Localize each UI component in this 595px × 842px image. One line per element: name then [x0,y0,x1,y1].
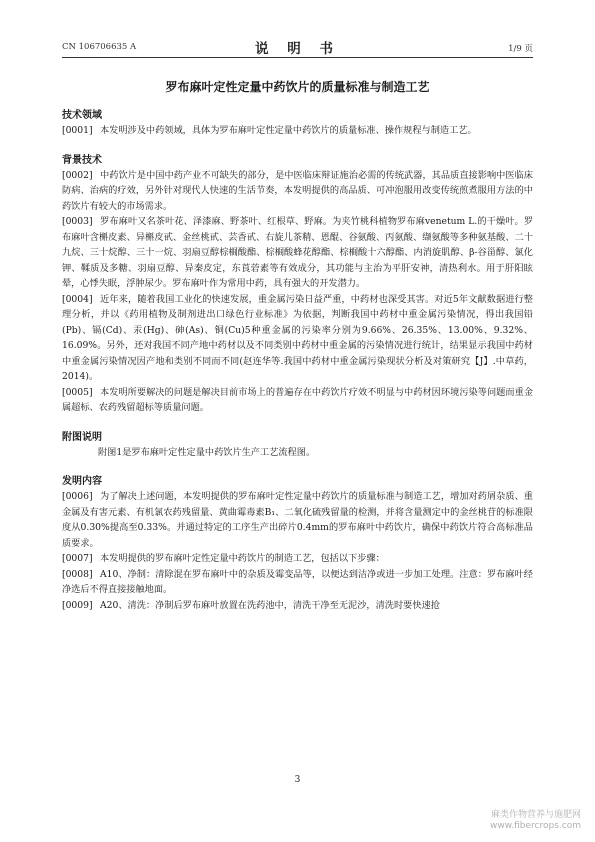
paragraph [62,567,533,598]
paragraph-text: 罗布麻叶又名茶叶花、泽漆麻、野茶叶、红根草、野麻。为夹竹桃科植物罗布麻venetum L.的干燥叶。罗布麻叶含槲皮素、异槲皮甙、金丝桃甙、芸香甙、右旋儿茶精、恩醌、谷氨酸、丙氨酸、缬氨酸等多种氨基酸、二十九烷、三十烷醇、三十一烷、羽扇豆醇棕榈酸酯、棕榈酸蜂花醇酯、棕榈酸十六醇酯、内消旋肌醇、β-谷甾醇、氯化钾、鞣质及多糖、羽扇豆醇、异秦皮定，东莨菪素等有效成分，其功能与主治为平肝安神，清热利水。用于肝阳眩晕，心悸失眠，浮肿尿少。罗布麻叶作为常用中药，具有强大的开发潜力。 [62,216,533,289]
paragraph-text: 本发明提供的罗布麻叶定性定量中药饮片的制造工艺，包括以下步骤： [100,553,385,564]
paragraph [62,551,533,567]
paragraph-text: 中药饮片是中国中药产业不可缺失的部分，是中医临床辩证施治必需的传统武器，其品质直接影响中医临床防病、治病的疗效，另外针对现代人快速的生活节奏，本发明提供的高品质、可冲泡服用改变传统煎煮服用方法的中药饮片有较大的市场需求。 [62,169,533,212]
paragraph-text: A20、清洗：净制后罗布麻叶放置在洗药池中，清洗干净至无泥沙，清洗时要快速抢 [100,599,440,611]
section-heading-drawings: 附图说明 [62,431,102,443]
paragraph [62,489,533,551]
site-watermark [490,810,581,832]
paragraph-number: [0001] [62,125,93,136]
section-heading-invention: 发明内容 [62,476,102,487]
paragraph [62,214,533,292]
publication-number: CN 106706635 A [62,42,137,52]
paragraph [62,292,533,385]
page-header [62,36,533,56]
paragraph-text: 近年来，随着我国工业化的快速发展，重金属污染日益严重，中药材也深受其害。对近5年文献数据进行整理分析，并以《药用植物及制剂进出口绿色行业标准》为依据，判断我国中药材中重金属污染情况，得出我国铅(Pb)、镉(Cd)、汞(Hg)、砷(As)、铜(Cu)5种重金属的污染率分别为9.66%、26.35%、13.00%、9.32%、16.09%。另外，还对我国不同产地中药材以及不同类别中药材中重金属的污染情况进行统计，结果显示我国中药材中重金属污染情况因产地和类别不同而不同(赵连华等.我国中药材中重金属污染现状分析及对策研究【J】.中草药，2014)。 [62,293,533,382]
paragraph-text: 本发明涉及中药领域，具体为罗布麻叶定性定量中药饮片的质量标准、操作规程与制造工艺。 [100,125,477,136]
paragraph-text: 本发明所要解决的问题是解决目前市场上的普遍存在中药饮片疗效不明显与中药材因环境污染等问题而重金属超标、农药残留超标等质量问题。 [62,386,533,413]
watermark-url: www.fibercrops.com [490,821,581,831]
paragraph [62,385,533,416]
document-type: 说 明 书 [255,41,340,57]
paragraph [62,123,533,139]
document-body [62,104,533,613]
paragraph-number: [0008] [62,568,93,580]
paragraph [62,598,533,614]
paragraph-number: [0003] [62,216,93,227]
paragraph-number: [0009] [62,599,93,611]
paragraph-text: A10、净制：清除混在罗布麻叶中的杂质及霉变品等，以便达到洁净或进一步加工处理。注意：罗布麻叶经净选后不得直接接触地面。 [62,568,533,595]
page-number: 3 [294,775,301,785]
watermark-line: 麻类作物营养与施肥网 [490,810,581,820]
paragraph-text: 为了解决上述问题，本发明提供的罗布麻叶定性定量中药饮片的质量标准与制造工艺，增加对药屑杂质、重金属及有害元素、有机氯农药残留量、黄曲霉毒素B₁、二氧化硫残留量的检测，并将含量测定中的金丝桃苷的标准限度从0.30%提高至0.33%。并通过特定的工序生产出碎片0.4mm的罗布麻叶中药饮片，确保中药饮片符合高标准品质要求。 [62,491,533,549]
document-title: 罗布麻叶定性定量中药饮片的质量标准与制造工艺 [165,80,430,94]
section-heading-background: 背景技术 [62,154,102,166]
drawing-description: 附图1是罗布麻叶定性定量中药饮片生产工艺流程图。 [98,446,316,458]
section-heading-tech-field: 技术领域 [62,110,102,121]
paragraph-number: [0007] [62,553,93,564]
page-count: 1/9 页 [508,44,533,54]
paragraph-number: [0005] [62,386,93,398]
paragraph-number: [0004] [62,293,93,305]
paragraph [62,168,533,215]
paragraph-number: [0006] [62,491,93,502]
paragraph-number: [0002] [62,169,93,181]
header-rule [62,57,533,58]
